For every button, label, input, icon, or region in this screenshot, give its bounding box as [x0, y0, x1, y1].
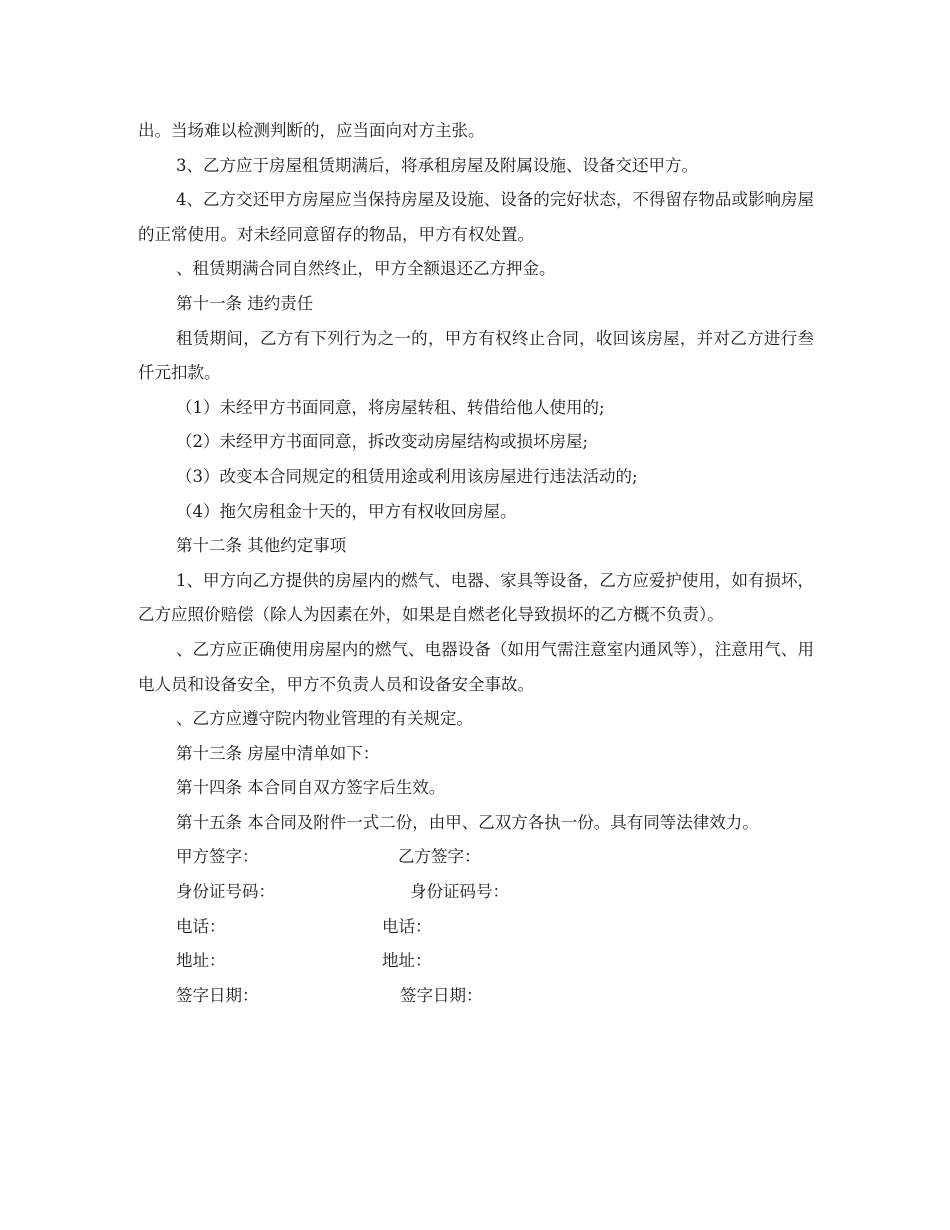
article-12-item-2: 、乙方应正确使用房屋内的燃气、电器设备（如用气需注意室内通风等），注意用气、用电人员和设备安全，甲方不负责人员和设备安全事故。 [138, 639, 814, 694]
article-11-intro: 租赁期间，乙方有下列行为之一的，甲方有权终止合同，收回该房屋，并对乙方进行叁仟元扣款。 [138, 328, 814, 383]
party-b-phone-label: 电话： [382, 916, 432, 936]
signature-row-address [138, 944, 814, 979]
party-a-address-label: 地址： [176, 951, 226, 971]
clause-item-4: 4、乙方交还甲方房屋应当保持房屋及设施、设备的完好状态，不得留存物品或影响房屋的正常使用。对未经同意留存的物品，甲方有权处置。 [138, 190, 814, 244]
party-a-sign-label: 甲方签字： [176, 847, 259, 867]
clause-item-5: 、租赁期满合同自然终止，甲方全额退还乙方押金。 [176, 259, 556, 279]
article-15-heading: 第十五条 本合同及附件一式二份，由甲、乙双方各执一份。具有同等法律效力。 [176, 812, 759, 832]
signature-row-date [138, 979, 814, 1014]
signature-row-sign [138, 840, 814, 875]
breach-item-2: （2）未经甲方书面同意，拆改变动房屋结构或损坏房屋; [176, 432, 589, 452]
article-12-item-3: 、乙方应遵守院内物业管理的有关规定。 [176, 709, 473, 729]
party-b-sign-label: 乙方签字： [398, 847, 481, 867]
party-a-phone-label: 电话： [176, 916, 226, 936]
article-11-heading: 第十一条 违约责任 [176, 293, 314, 313]
party-b-date-label: 签字日期： [400, 985, 483, 1005]
signature-row-id [138, 875, 814, 910]
party-a-date-label: 签字日期： [176, 985, 259, 1005]
contract-body [138, 114, 814, 1013]
breach-item-1: （1）未经甲方书面同意，将房屋转租、转借给他人使用的; [176, 397, 605, 417]
party-a-id-label: 身份证号码： [176, 882, 275, 902]
paragraph-continuation: 出。当场难以检测判断的，应当面向对方主张。 [138, 121, 485, 140]
breach-item-4: （4）拖欠房租金十天的，甲方有权收回房屋。 [176, 501, 517, 521]
article-12-item-1: 1、甲方向乙方提供的房屋内的燃气、电器、家具等设备，乙方应爱护使用，如有损坏，乙方应照价赔偿（除人为因素在外，如果是自燃老化导致损坏的乙方概不负责）。 [138, 570, 814, 625]
clause-item-3: 3、乙方应于房屋租赁期满后，将承租房屋及附属设施、设备交还甲方。 [176, 155, 698, 175]
article-12-heading: 第十二条 其他约定事项 [176, 536, 347, 556]
party-b-address-label: 地址： [382, 951, 432, 971]
breach-item-3: （3）改变本合同规定的租赁用途或利用该房屋进行违法活动的; [176, 466, 638, 486]
signature-row-phone [138, 910, 814, 945]
party-b-id-label: 身份证码号： [410, 882, 509, 902]
article-13-heading: 第十三条 房屋中清单如下： [176, 743, 380, 763]
article-14-heading: 第十四条 本合同自双方签字后生效。 [176, 778, 446, 798]
